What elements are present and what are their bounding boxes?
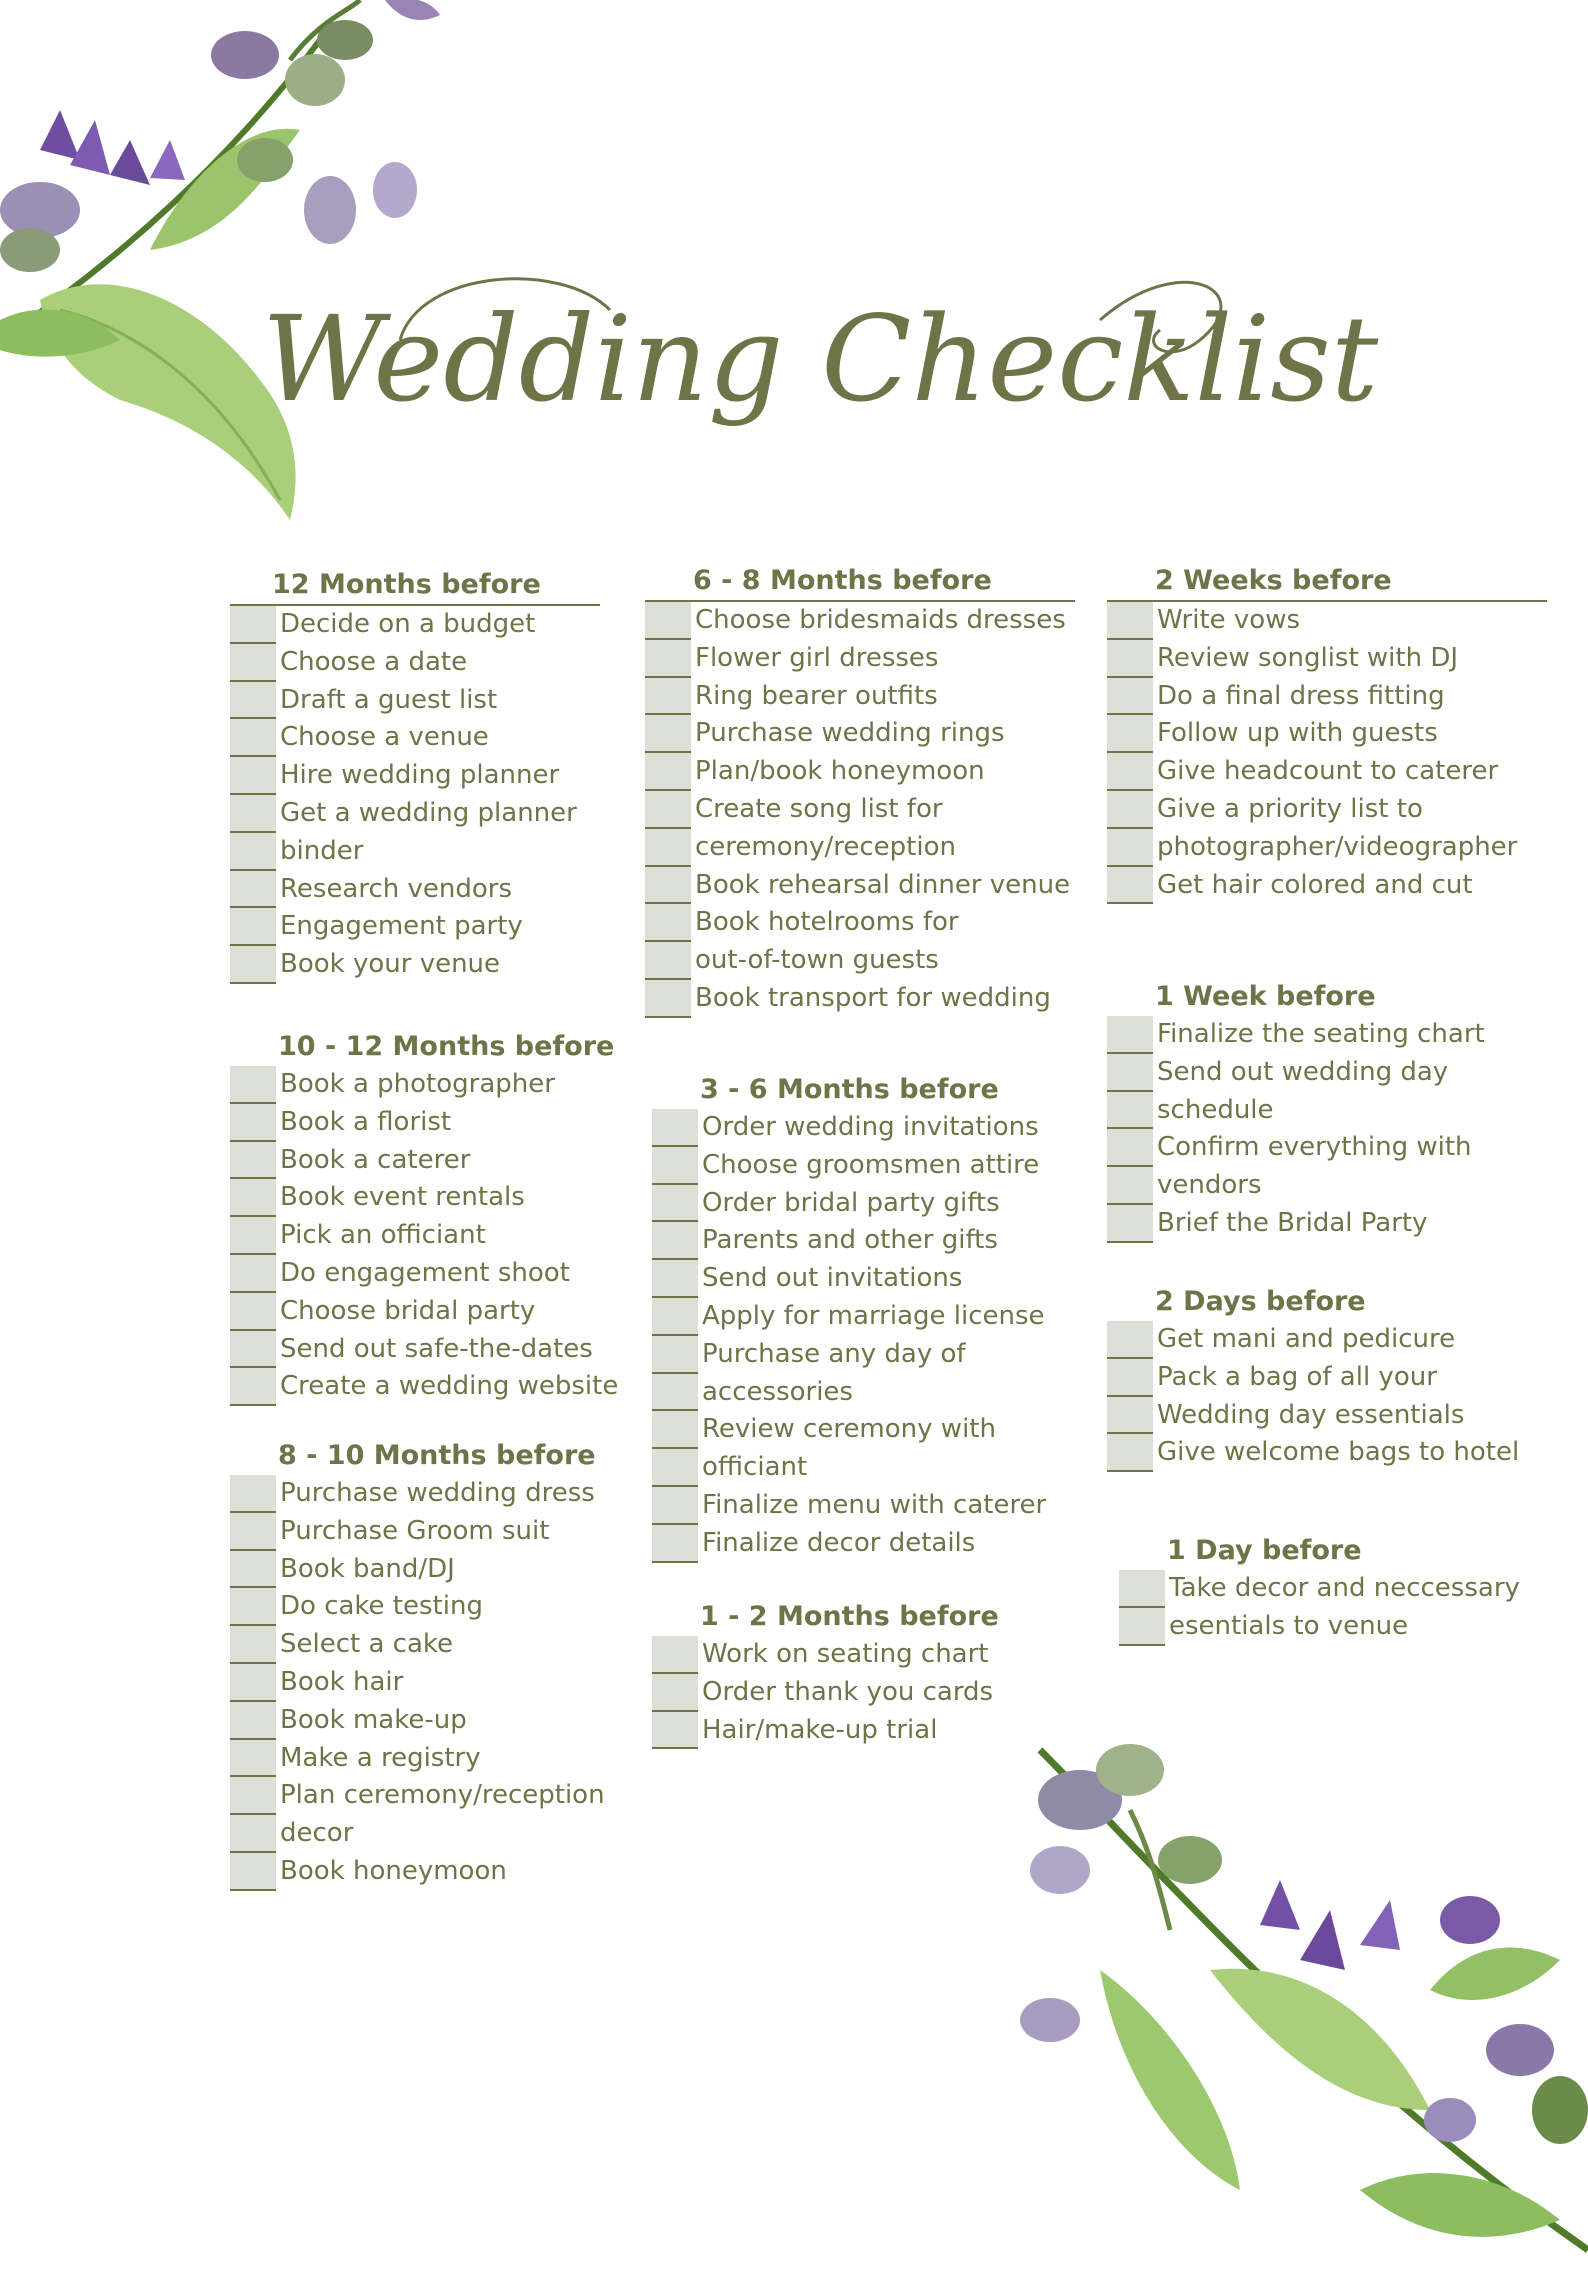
checkbox[interactable]: [645, 980, 691, 1018]
item-label: Do a final dress fitting: [1157, 680, 1445, 711]
item-label: Get a wedding planner: [280, 797, 577, 828]
checkbox[interactable]: [1107, 1397, 1153, 1435]
checkbox[interactable]: [230, 1740, 276, 1778]
item-label: Draft a guest list: [280, 684, 498, 715]
checklist-item[interactable]: [230, 833, 600, 871]
section-2-days: [1107, 1283, 1547, 1472]
checklist-item[interactable]: [230, 719, 600, 757]
checklist-item[interactable]: [230, 757, 600, 795]
checklist-item[interactable]: [645, 715, 1075, 753]
item-label: Book event rentals: [280, 1182, 525, 1213]
checklist-item[interactable]: [230, 908, 600, 946]
checkbox[interactable]: [230, 1293, 276, 1331]
checkbox[interactable]: [230, 1626, 276, 1664]
section-12-months: [230, 566, 600, 984]
checkbox[interactable]: [652, 1411, 698, 1449]
item-label: Book a florist: [280, 1106, 452, 1137]
item-label: esentials to venue: [1169, 1610, 1409, 1641]
checklist-item[interactable]: [652, 1636, 1082, 1674]
checklist-item[interactable]: [1119, 1608, 1559, 1646]
item-label: Book band/DJ: [280, 1553, 455, 1584]
checklist-item[interactable]: [230, 1368, 630, 1406]
checklist-item[interactable]: [1107, 602, 1547, 640]
checklist-item[interactable]: [1107, 1167, 1547, 1205]
checkbox[interactable]: [230, 946, 276, 984]
item-label: Flower girl dresses: [695, 642, 939, 673]
checklist-item[interactable]: [230, 1513, 630, 1551]
checkbox[interactable]: [1119, 1570, 1165, 1608]
item-label: Finalize the seating chart: [1157, 1019, 1485, 1049]
checkbox[interactable]: [1107, 1129, 1153, 1167]
checkbox[interactable]: [230, 1066, 276, 1104]
checklist-item[interactable]: [1119, 1570, 1559, 1608]
item-label: Choose groomsmen attire: [702, 1149, 1040, 1180]
checkbox[interactable]: [1107, 1205, 1153, 1243]
checkbox[interactable]: [652, 1222, 698, 1260]
checklist-item[interactable]: [1107, 829, 1547, 867]
checkbox[interactable]: [652, 1712, 698, 1750]
checklist-item[interactable]: [645, 640, 1075, 678]
checklist-item[interactable]: [230, 644, 600, 682]
checkbox[interactable]: [230, 871, 276, 909]
item-label: Do engagement shoot: [280, 1257, 570, 1288]
page-title: [261, 250, 1379, 500]
item-list: [230, 606, 600, 984]
checklist-item[interactable]: [645, 942, 1075, 980]
item-label: Purchase wedding rings: [695, 718, 1005, 749]
checklist-item[interactable]: [230, 1740, 630, 1778]
checklist-item[interactable]: [230, 1626, 630, 1664]
item-label: out-of-town guests: [695, 945, 939, 976]
checkbox[interactable]: [230, 757, 276, 795]
checkbox[interactable]: [652, 1147, 698, 1185]
checkbox[interactable]: [652, 1185, 698, 1223]
item-label: Book your venue: [280, 949, 501, 980]
item-label: Parents and other gifts: [702, 1225, 998, 1256]
checklist-item[interactable]: [230, 1179, 630, 1217]
checklist-item[interactable]: [230, 606, 600, 644]
section-8-10-months: [230, 1437, 630, 1891]
item-label: Take decor and neccessary: [1169, 1573, 1520, 1603]
checkbox[interactable]: [230, 1853, 276, 1891]
checklist-item[interactable]: [230, 1217, 630, 1255]
checkbox[interactable]: [1107, 1167, 1153, 1205]
item-label: Choose a venue: [280, 722, 489, 753]
section-heading: 8 - 10 Months before: [278, 1440, 596, 1471]
checkbox[interactable]: [230, 644, 276, 682]
checklist-item[interactable]: [1107, 1054, 1547, 1092]
item-label: Select a cake: [280, 1629, 454, 1660]
checkbox[interactable]: [1107, 715, 1153, 753]
checklist-item[interactable]: [1107, 1434, 1547, 1472]
checklist-item[interactable]: [230, 795, 600, 833]
checklist-item[interactable]: [645, 980, 1075, 1018]
item-label: decor: [280, 1818, 354, 1849]
item-label: Get hair colored and cut: [1157, 869, 1473, 900]
checklist-item[interactable]: [652, 1222, 1082, 1260]
checkbox[interactable]: [652, 1109, 698, 1147]
item-label: Book rehearsal dinner venue: [695, 869, 1071, 900]
checkbox[interactable]: [230, 795, 276, 833]
item-label: ceremony/reception: [695, 831, 956, 862]
section-heading: 2 Days before: [1155, 1286, 1366, 1317]
section-heading: 6 - 8 Months before: [645, 562, 1075, 602]
checklist-item[interactable]: [230, 1664, 630, 1702]
checklist-item[interactable]: [652, 1411, 1082, 1449]
checkbox[interactable]: [645, 829, 691, 867]
checklist-item[interactable]: [230, 946, 600, 984]
checkbox[interactable]: [230, 833, 276, 871]
checkbox[interactable]: [1119, 1608, 1165, 1646]
checkbox[interactable]: [1107, 1092, 1153, 1130]
item-label: Get mani and pedicure: [1157, 1324, 1456, 1354]
checkbox[interactable]: [652, 1336, 698, 1374]
section-3-6-months: [652, 1071, 1082, 1563]
item-label: Research vendors: [280, 873, 513, 904]
checkbox[interactable]: [230, 1551, 276, 1589]
checklist-item[interactable]: [652, 1185, 1082, 1223]
item-label: Book a photographer: [280, 1069, 555, 1099]
checklist-item[interactable]: [230, 1142, 630, 1180]
section-heading: 1 Day before: [1167, 1535, 1362, 1566]
checklist-item[interactable]: [230, 1853, 630, 1891]
checkbox[interactable]: [230, 1513, 276, 1551]
checklist-item[interactable]: [230, 1588, 630, 1626]
section-heading: 3 - 6 Months before: [700, 1074, 999, 1105]
checkbox[interactable]: [1107, 867, 1153, 905]
checklist-item[interactable]: [230, 1777, 630, 1815]
item-label: Purchase Groom suit: [280, 1515, 550, 1546]
item-label: Finalize decor details: [702, 1527, 976, 1558]
item-list: [1119, 1570, 1559, 1646]
item-label: Book make-up: [280, 1704, 467, 1735]
checkbox[interactable]: [230, 1368, 276, 1406]
checklist-item[interactable]: [1107, 715, 1547, 753]
item-label: Write vows: [1157, 605, 1301, 635]
checkbox[interactable]: [1107, 640, 1153, 678]
checklist-item[interactable]: [652, 1487, 1082, 1525]
item-label: Plan/book honeymoon: [695, 756, 985, 787]
checkbox[interactable]: [1107, 1434, 1153, 1472]
checkbox[interactable]: [230, 1664, 276, 1702]
checklist-item[interactable]: [645, 829, 1075, 867]
item-label: Ring bearer outfits: [695, 680, 938, 711]
checkbox[interactable]: [652, 1674, 698, 1712]
checklist-item[interactable]: [230, 1066, 630, 1104]
checklist-item[interactable]: [645, 753, 1075, 791]
item-label: Order wedding invitations: [702, 1112, 1039, 1142]
checklist-item[interactable]: [230, 1551, 630, 1589]
item-label: binder: [280, 835, 364, 866]
checkbox[interactable]: [652, 1487, 698, 1525]
item-label: Review songlist with DJ: [1157, 642, 1459, 673]
item-list: [230, 1066, 630, 1406]
checklist-item[interactable]: [652, 1374, 1082, 1412]
checkbox[interactable]: [1107, 678, 1153, 716]
item-list: [230, 1475, 630, 1891]
checkbox[interactable]: [230, 1217, 276, 1255]
floral-decoration-bottom-right: [1000, 1690, 1588, 2269]
item-label: Book transport for wedding: [695, 982, 1051, 1013]
checkbox[interactable]: [230, 1815, 276, 1853]
checklist-item[interactable]: [230, 871, 600, 909]
item-label: Hair/make-up trial: [702, 1714, 938, 1745]
checkbox[interactable]: [652, 1260, 698, 1298]
item-label: Book hotelrooms for: [695, 907, 959, 938]
item-label: Follow up with guests: [1157, 718, 1438, 749]
checkbox[interactable]: [645, 942, 691, 980]
item-label: Engagement party: [280, 911, 523, 942]
checkbox[interactable]: [1107, 753, 1153, 791]
section-10-12-months: [230, 1028, 630, 1406]
item-label: schedule: [1157, 1094, 1274, 1125]
item-list: [1107, 602, 1547, 904]
item-label: Give welcome bags to hotel: [1157, 1437, 1520, 1468]
checklist-item[interactable]: [652, 1147, 1082, 1185]
item-label: Create song list for: [695, 793, 943, 824]
checkbox[interactable]: [652, 1449, 698, 1487]
checkbox[interactable]: [230, 1255, 276, 1293]
checklist-item[interactable]: [230, 1815, 630, 1853]
checkbox[interactable]: [645, 867, 691, 905]
checklist-item[interactable]: [1107, 1321, 1547, 1359]
item-label: Brief the Bridal Party: [1157, 1207, 1428, 1238]
checklist-item[interactable]: [1107, 1016, 1547, 1054]
checklist-item[interactable]: [652, 1336, 1082, 1374]
section-2-weeks: [1107, 562, 1547, 904]
checkbox[interactable]: [230, 719, 276, 757]
item-label: Choose bridesmaids dresses: [695, 605, 1066, 635]
checkbox[interactable]: [645, 715, 691, 753]
item-label: Send out safe-the-dates: [280, 1333, 593, 1364]
section-6-8-months: [645, 562, 1075, 1018]
item-label: Work on seating chart: [702, 1639, 989, 1669]
item-label: Finalize menu with caterer: [702, 1489, 1047, 1520]
item-label: Book honeymoon: [280, 1855, 507, 1886]
checkbox[interactable]: [1107, 1054, 1153, 1092]
item-label: vendors: [1157, 1170, 1262, 1201]
item-label: Plan ceremony/reception: [280, 1780, 605, 1811]
checklist-item[interactable]: [645, 678, 1075, 716]
checkbox[interactable]: [645, 602, 691, 640]
checklist-item[interactable]: [1107, 678, 1547, 716]
item-label: Pick an officiant: [280, 1220, 486, 1251]
item-label: Purchase any day of: [702, 1338, 966, 1369]
checklist-item[interactable]: [645, 904, 1075, 942]
checklist-item[interactable]: [1107, 1359, 1547, 1397]
checklist-item[interactable]: [230, 682, 600, 720]
checkbox[interactable]: [1107, 1359, 1153, 1397]
item-label: Apply for marriage license: [702, 1300, 1045, 1331]
checkbox[interactable]: [1107, 602, 1153, 640]
item-label: Order thank you cards: [702, 1676, 994, 1707]
checklist-item[interactable]: [1107, 867, 1547, 905]
section-1-week: [1107, 978, 1547, 1243]
item-label: Review ceremony with: [702, 1414, 996, 1445]
checkbox[interactable]: [645, 791, 691, 829]
item-label: Create a wedding website: [280, 1371, 619, 1402]
item-label: Pack a bag of all your: [1157, 1361, 1437, 1392]
checkbox[interactable]: [645, 753, 691, 791]
checkbox[interactable]: [230, 606, 276, 644]
item-label: Confirm everything with: [1157, 1132, 1472, 1163]
item-label: Give a priority list to: [1157, 793, 1423, 824]
checkbox[interactable]: [230, 1142, 276, 1180]
item-label: Do cake testing: [280, 1591, 483, 1622]
section-heading: 2 Weeks before: [1107, 562, 1547, 602]
item-label: Choose a date: [280, 646, 468, 677]
item-label: Make a registry: [280, 1742, 481, 1773]
checkbox[interactable]: [230, 1588, 276, 1626]
checkbox[interactable]: [230, 1179, 276, 1217]
section-heading: 10 - 12 Months before: [278, 1031, 615, 1062]
checkbox[interactable]: [230, 1702, 276, 1740]
checklist-item[interactable]: [230, 1331, 630, 1369]
section-heading: 1 - 2 Months before: [700, 1601, 999, 1632]
item-label: Order bridal party gifts: [702, 1187, 1000, 1218]
checkbox[interactable]: [1107, 829, 1153, 867]
item-label: Send out wedding day: [1157, 1056, 1449, 1087]
checklist-item[interactable]: [1107, 753, 1547, 791]
item-list: [645, 602, 1075, 1018]
checklist-item[interactable]: [230, 1293, 630, 1331]
checkbox[interactable]: [645, 678, 691, 716]
section-heading: 12 Months before: [230, 566, 600, 606]
item-label: Book hair: [280, 1666, 404, 1697]
checklist-item[interactable]: [645, 867, 1075, 905]
checklist-item[interactable]: [230, 1255, 630, 1293]
item-label: Purchase wedding dress: [280, 1478, 595, 1508]
page-title-text: Wedding Checklist: [261, 290, 1379, 428]
checkbox[interactable]: [230, 1777, 276, 1815]
checkbox[interactable]: [230, 1331, 276, 1369]
checklist-item[interactable]: [1107, 1092, 1547, 1130]
checkbox[interactable]: [652, 1374, 698, 1412]
section-1-day: [1119, 1532, 1559, 1646]
checkbox[interactable]: [230, 682, 276, 720]
item-label: Book a caterer: [280, 1144, 471, 1175]
checklist-item[interactable]: [1107, 791, 1547, 829]
checklist-item[interactable]: [652, 1525, 1082, 1563]
item-label: officiant: [702, 1452, 808, 1483]
item-label: accessories: [702, 1376, 853, 1407]
section-heading: 1 Week before: [1155, 981, 1376, 1012]
checklist-item[interactable]: [645, 791, 1075, 829]
checklist-item[interactable]: [1107, 1129, 1547, 1167]
item-label: Choose bridal party: [280, 1295, 536, 1326]
checkbox[interactable]: [230, 1104, 276, 1142]
checklist-item[interactable]: [652, 1260, 1082, 1298]
checkbox[interactable]: [645, 904, 691, 942]
checklist-item[interactable]: [652, 1109, 1082, 1147]
item-label: Send out invitations: [702, 1263, 963, 1294]
checkbox[interactable]: [645, 640, 691, 678]
checkbox[interactable]: [1107, 1016, 1153, 1054]
checkbox[interactable]: [230, 908, 276, 946]
checklist-item[interactable]: [645, 602, 1075, 640]
checkbox[interactable]: [230, 1475, 276, 1513]
item-label: photographer/videographer: [1157, 831, 1518, 862]
checklist-item[interactable]: [652, 1298, 1082, 1336]
item-label: Decide on a budget: [280, 609, 536, 639]
item-list: [1107, 1321, 1547, 1472]
checkbox[interactable]: [652, 1298, 698, 1336]
item-label: Give headcount to caterer: [1157, 756, 1499, 787]
checkbox[interactable]: [1107, 791, 1153, 829]
checklist-item[interactable]: [230, 1104, 630, 1142]
item-list: [652, 1109, 1082, 1563]
checkbox[interactable]: [652, 1636, 698, 1674]
checklist-item[interactable]: [652, 1449, 1082, 1487]
checklist-item[interactable]: [1107, 640, 1547, 678]
item-label: Hire wedding planner: [280, 760, 560, 791]
checklist-item[interactable]: [1107, 1205, 1547, 1243]
checklist-item[interactable]: [1107, 1397, 1547, 1435]
checklist-item[interactable]: [230, 1475, 630, 1513]
item-list: [1107, 1016, 1547, 1243]
item-label: Wedding day essentials: [1157, 1399, 1465, 1430]
checkbox[interactable]: [1107, 1321, 1153, 1359]
checkbox[interactable]: [652, 1525, 698, 1563]
checklist-item[interactable]: [230, 1702, 630, 1740]
